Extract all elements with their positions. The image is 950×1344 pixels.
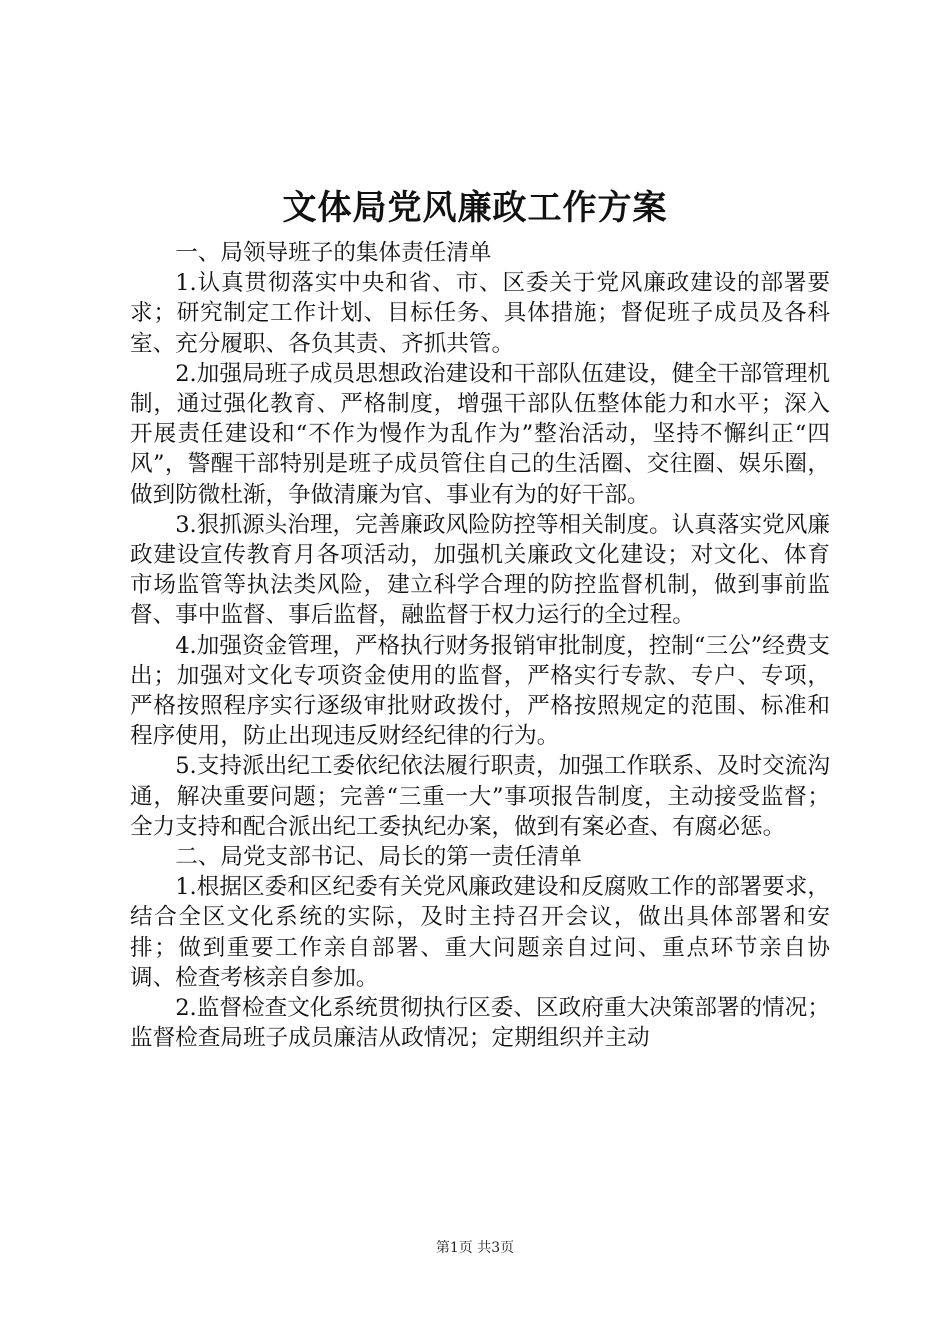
section-heading-2: 二、局党支部书记、局长的第一责任清单 [175,844,582,871]
paragraph-1-2: 2.加强局班子成员思想政治建设和干部队伍建设，健全干部管理机制，通过强化教育、严格制度，增强干部队伍整体能力和水平；深入开展责任建设和“不作为慢作为乱作为”整治活动，坚持不懈纠正“四风”，警醒干部特别是班子成员管住自己的生活圈、交往圈、娱乐圈，做到防微杜渐，争做清廉为官、事业有为的好干部。 [130,360,830,508]
paragraph-1-5: 5.支持派出纪工委依纪依法履行职责，加强工作联系、及时交流沟通，解决重要问题；完善“三重一大”事项报告制度，主动接受监督；全力支持和配合派出纪工委执纪办案，做到有案必查、有腐必惩。 [130,753,830,840]
document-title: 文体局党风廉政工作方案 [282,188,668,228]
paragraph-2-1: 1.根据区委和区纪委有关党风廉政建设和反腐败工作的部署要求，结合全区文化系统的实际，及时主持召开会议，做出具体部署和安排；做到重要工作亲自部署、重大问题亲自过问、重点环节亲自协调、检查考核亲自参加。 [130,874,830,991]
section-heading-1: 一、局领导班子的集体责任清单 [175,240,492,266]
paragraph-2-2: 2.监督检查文化系统贯彻执行区委、区政府重大决策部署的情况；监督检查局班子成员廉洁从政情况；定期组织并主动 [130,995,830,1052]
document-body [130,238,830,1053]
page-footer: 第1页 共3页 [435,1240,515,1256]
paragraph-1-1: 1.认真贯彻落实中央和省、市、区委关于党风廉政建设的部署要求；研究制定工作计划、目标任务、具体措施；督促班子成员及各科室、充分履职、各负其责、齐抓共管。 [130,270,830,357]
paragraph-1-4: 4.加强资金管理，严格执行财务报销审批制度，控制“三公”经费支出；加强对文化专项资金使用的监督，严格实行专款、专户、专项，严格按照程序实行逐级审批财政拨付，严格按照规定的范围、标准和程序使用，防止出现违反财经纪律的行为。 [130,632,830,750]
paragraph-1-3: 3.狠抓源头治理，完善廉政风险防控等相关制度。认真落实党风廉政建设宣传教育月各项活动，加强机关廉政文化建设；对文化、体育市场监管等执法类风险，建立科学合理的防控监督机制，做到事前监督、事中监督、事后监督，融监督于权力运行的全过程。 [130,511,830,629]
